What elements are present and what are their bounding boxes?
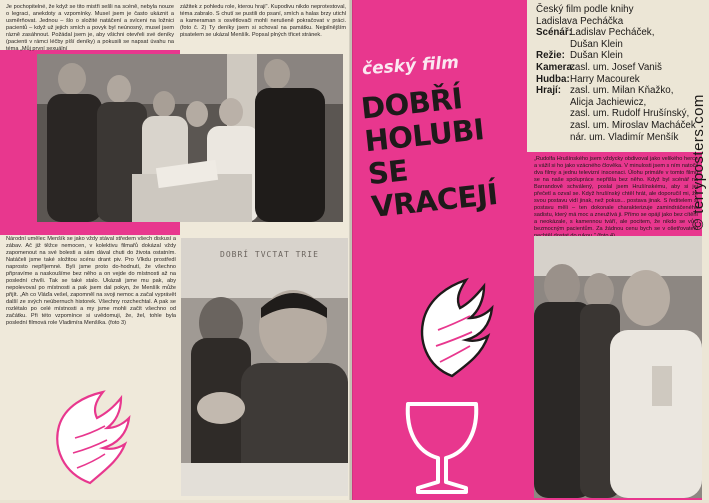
- photo-hrusinsky-art: [534, 236, 702, 498]
- credit-row: [536, 50, 706, 62]
- credit-row: [536, 27, 706, 39]
- credit-row: [536, 85, 706, 97]
- photo-group-scene-art: [37, 54, 343, 222]
- credits-block: [536, 4, 706, 143]
- credit-row: [536, 120, 706, 132]
- credit-label: [536, 97, 570, 109]
- credit-value: Alicja Jachiewicz,: [570, 96, 647, 108]
- photo-hrusinsky: [534, 236, 702, 498]
- credit-row: [536, 108, 706, 120]
- poster-subtitle: český film: [361, 52, 460, 80]
- credit-label: Režie:: [536, 50, 565, 62]
- credit-label: [536, 39, 570, 51]
- wing-logo-large: [412, 268, 494, 380]
- credit-label: [536, 120, 570, 132]
- credit-label: [536, 132, 570, 144]
- credit-value: Dušan Klein: [570, 50, 623, 62]
- credit-label: Kamera:: [536, 61, 576, 73]
- credit-label: Hudba:: [536, 73, 570, 85]
- photo-group-scene: [37, 54, 343, 222]
- wing-logo-small-art: [45, 378, 135, 490]
- wing-logo-small: [45, 378, 135, 490]
- credit-row: [536, 39, 706, 51]
- credit-row: [536, 132, 706, 144]
- poster-title: [360, 76, 533, 224]
- article-text-bottom: Národní umělec Menšík se jako vždy stával středem všech diskusí a zábav. Ač již těžce nemocen, v kolektivu filmařů dokázal vždy zapomenout na své bolesti a sám dával chuti do života ostatním. Natáčeli jsme také složitou scénu drant piv. Pro Vlkdu prostředí naprosto nepříjemné. Byli jsme proto do-hodnutí, že všechno připravíme a naskoušíme bez něho a on vejde do místnosti až na poslední chvíli. Tak se také stalo. Ukázali jsme mu pak, aby nepolevoval po místnosti a pak jsem dal pokyn, že Menšík může přijít. „Ah co Vláďa vešel, zapomněl na svoji nemoc a začal vyprávět další ze svých neúbernuch historek. Všechny rozchechtal. A pak se rozlétalo po celé místnosti a my jsme mohli začít všechno od začátku. Při této vzpomínce si uvědomuji, že, žel, tohle byla poslední filmová role Vladimíra Menšíka. (foto 3): [6, 236, 176, 326]
- credit-label: Scénář:: [536, 27, 572, 39]
- photo-mensik: [181, 238, 348, 496]
- credit-label: [536, 108, 570, 120]
- credit-row: [536, 97, 706, 109]
- credits-line-1: Český film podle knihy: [536, 4, 634, 15]
- poster-title-line-3: SE VRACEJÍ: [366, 153, 500, 225]
- poster-title-line-1: DOBŘÍ: [359, 81, 464, 126]
- credit-row: [536, 62, 706, 74]
- article-text-top-right: zážitek z pohledu role, kterou hraji". Kupodivu nikdo neprotestoval, téma zabralo. S chutí se pustili do psaní, smích a halas brzy utichl a kameraman s osvětlovači mohli nerušeně pokračovat v práci. (foto č. 2) Ty deníky jsem si schoval na památku. Nejpilnějším pisatelem se ukázal Menšík. Popsal plných třicet stránek.: [180, 4, 346, 38]
- photo-mensik-art: [181, 238, 348, 496]
- credit-value: zasl. um. Josef Vaniš: [570, 61, 662, 73]
- credit-value: zasl. um. Milan Kňažko,: [570, 85, 674, 97]
- poster-title-line-2: HOLUBI: [362, 112, 486, 159]
- credit-row: [536, 74, 706, 86]
- credits-line-2: Ladislava Pecháčka: [536, 15, 624, 27]
- wine-glass-icon: [396, 400, 488, 496]
- credit-value: Dušan Klein: [570, 38, 623, 50]
- wing-logo-large-art: [412, 268, 494, 380]
- credit-value: zasl. um. Rudolf Hrušínský,: [570, 108, 690, 120]
- center-fold: [349, 0, 353, 500]
- credit-value: nár. um. Vladimír Menšík: [570, 131, 679, 143]
- credit-label: Hrají:: [536, 85, 562, 97]
- credit-value: zasl. um. Miroslav Macháček: [570, 119, 696, 131]
- credit-value: Ladislav Pecháček,: [570, 27, 655, 39]
- watermark: © terryposters.com: [690, 94, 707, 230]
- wall-sign: DOBRÍ TVCTAT TRIE: [220, 250, 319, 259]
- article-text-top-left: Je pochopitelné, že když se tito mistři sešli na scéně, nebyla nouze o legraci, anekdoty a vzpomínky. Musel jsem je často ukáznit a usměrňovat. Jednou – šlo o složité natáčení a svíceni na ložnici pacientů – když už jejich smích a povyk byl neúnosný, musel jsem rázně zasáhnout. Požádal jsem je, aby všichni otevřeli své deníky (pacienti v rámci léčby píší deníky) a pokusili se napsat úvahu na téma „Můj první sexuální: [6, 4, 174, 52]
- credit-value: Harry Macourek: [570, 73, 640, 85]
- article-text-right: „Rudolfa Hrušínského jsem vždycky obdivoval jako velikého herce a vážil si ho jako vzácného člověka. V minulosti jsem s ním natočil dva filmy a jednu televizní inscenaci. Úlohu primáře v tomto filmu se na naše spolupráce nepřišla bez něho. Když byl scénář na Barrandově schválený, poslal jsem Hrušínskému, aby si jej přečetl a ozval se. Když hrušínský chtěl hrát, ale doporučil mi, že svou postavu vidí jinak, než pokus... postava jinak. S ředitelem si postavu měli – ten dokonale charakterizuje zamindráčeného sadistu, který má moc a zneužívá ji. Přímo se opájí jako bez cítění a neokázale, s kamennou tváří, ale pocitem, že nikdo se vůči bezmocným pacientům. Za žádnou cenu bych se v ošetřovatelů: [534, 156, 698, 232]
